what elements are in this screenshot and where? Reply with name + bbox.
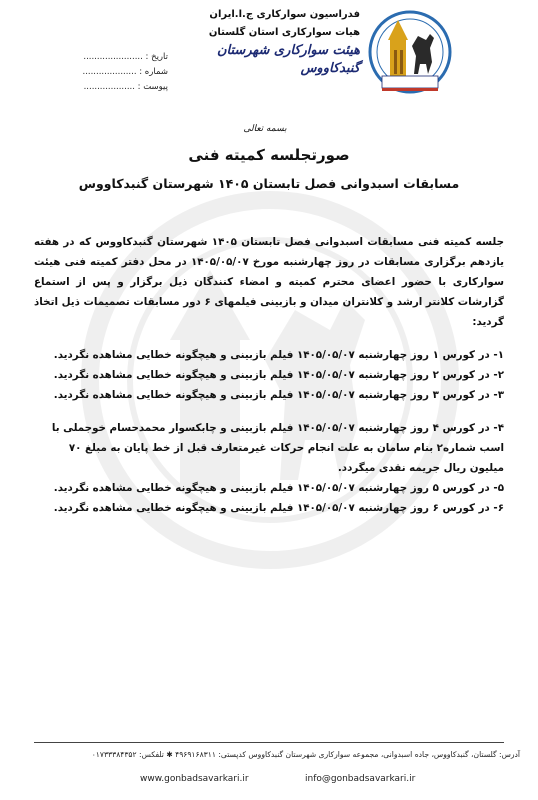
website-link[interactable]: www.gonbadsavarkari.ir — [140, 774, 249, 784]
list-item: ۱- در کورس ۱ روز چهارشنبه ۱۴۰۵/۰۵/۰۷ فیلم بازبینی و هیچگونه خطایی مشاهده نگردید. — [53, 349, 504, 361]
document-title: صورتجلسه کمیته فنی — [188, 146, 350, 164]
footer-address: آدرس: گلستان، گنبدکاووس، جاده اسبدوانی، مجموعه سوارکاری شهرستان گنبدکاووس کدپستی: ۴۹۶۹۱۶۸۳۱۱ ✱ تلفکس: ۰۱۷۳۳۳۸۴۳۵۲ — [91, 750, 520, 759]
bismillah: بسمه تعالی — [243, 124, 287, 134]
list-item: ۲- در کورس ۲ روز چهارشنبه ۱۴۰۵/۰۵/۰۷ فیلم بازبینی و هیچگونه خطایی مشاهده نگردید. — [53, 368, 504, 381]
federation-name: فدراسیون سوارکاری ج.ا.ایران — [209, 9, 360, 20]
city-board-name: هیئت سوارکاری شهرستان گنبدکاووس — [217, 43, 360, 76]
header-titles — [190, 6, 360, 78]
email-link[interactable]: info@gonbadsavarkari.ir — [305, 774, 416, 784]
letter-meta — [48, 50, 168, 95]
list-item: ۴- در کورس ۴ روز چهارشنبه ۱۴۰۵/۰۵/۰۷ فیلم بازبینی و چابکسوار محمدحسام خوجملی با اسب شماره۲ بنام سامان به علت انجام حرکات غیرمتعارف قبل از خط پایان به مبلغ ۷۰ میلیون ریال جریمه نقدی میگردد. — [51, 422, 504, 474]
list-item: ۶- در کورس ۶ روز چهارشنبه ۱۴۰۵/۰۵/۰۷ فیلم بازبینی و هیچگونه خطایی مشاهده نگردید. — [53, 501, 504, 514]
footer — [20, 748, 520, 784]
footer-divider — [34, 742, 504, 743]
federation-logo — [360, 6, 460, 98]
list-item: ۵- در کورس ۵ روز چهارشنبه ۱۴۰۵/۰۵/۰۷ فیلم بازبینی و هیچگونه خطایی مشاهده نگردید. — [53, 481, 504, 494]
decisions-list — [34, 346, 504, 518]
attachment-field: پیوست : ................... — [83, 82, 168, 92]
intro-paragraph: جلسه کمیته فنی مسابقات اسبدوانی فصل تابستان ۱۴۰۵ شهرستان گنبدکاووس که در هفته یازدهم برگزاری مسابقات در روز چهارشنبه مورخ ۱۴۰۵/۰۵/۰۷ در محل دفتر کمیته فنی هیئت سوارکاری با حضور اعضای محترم کمیته و امضاء کنندگان ذیل برگزار و پس از استماع گزارشات کلانتر ارشد و کلانتران میدان و بازبینی فیلمهای ۶ دور مسابقات تصمیمات ذیل اتخاذ گردید: — [34, 236, 504, 328]
document-subtitle: مسابقات اسبدوانی فصل تابستان ۱۴۰۵ شهرستان گنبدکاووس — [78, 176, 460, 191]
list-item: ۳- در کورس ۳ روز چهارشنبه ۱۴۰۵/۰۵/۰۷ فیلم بازبینی و هیچگونه خطایی مشاهده نگردید. — [53, 388, 504, 401]
number-field: شماره : .................... — [82, 67, 168, 77]
date-field: تاریخ : ...................... — [83, 52, 168, 62]
province-board-name: هیات سوارکاری استان گلستان — [208, 27, 360, 38]
